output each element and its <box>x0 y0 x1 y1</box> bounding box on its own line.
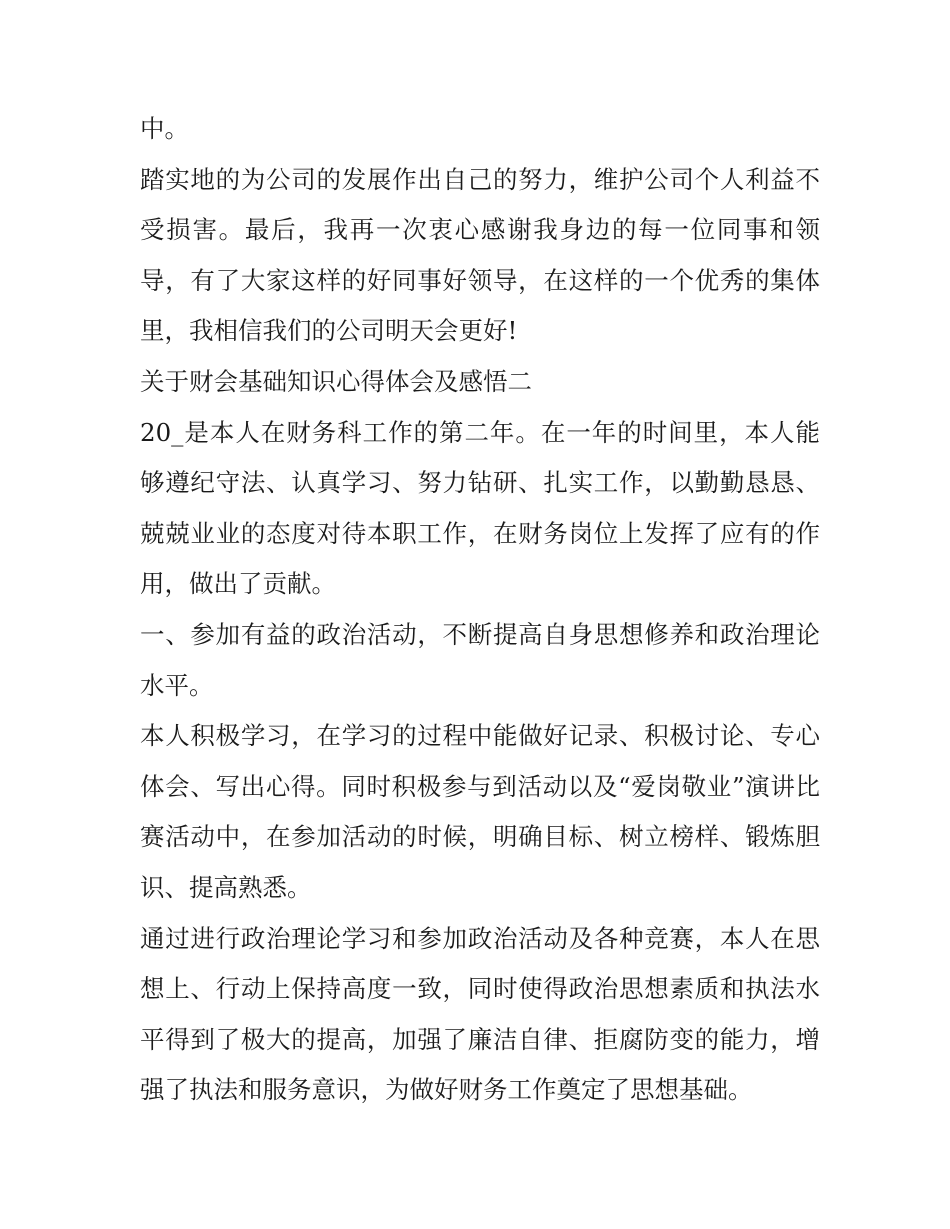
paragraph-continuation-end: 中。 <box>140 114 189 143</box>
section-title: 关于财会基础知识心得体会及感悟二 <box>140 366 532 396</box>
paragraph-intro: 20_是本人在财务科工作的第二年。在一年的时间里，本人能够遵纪守法、认真学习、努力钻研、扎实工作，以勤勤恳恳、兢兢业业的态度对待本职工作，在财务岗位上发挥了应有的作用，做出了贡献。 <box>140 417 820 599</box>
paragraph-political-theory: 通过进行政治理论学习和参加政治活动及各种竞赛，本人在思想上、行动上保持高度一致，同时使得政治思想素质和执法水平得到了极大的提高，加强了廉洁自律、拒腐防变的能力，增强了执法和服务意识，为做好财务工作奠定了思想基础。 <box>140 923 820 1105</box>
section-heading-one: 一、参加有益的政治活动，不断提高自身思想修养和政治理论水平。 <box>140 619 820 700</box>
paragraph-closing-thanks: 踏实地的为公司的发展作出自己的努力，维护公司个人利益不受损害。最后，我再一次衷心感谢我身边的每一位同事和领导，有了大家这样的好同事好领导，在这样的一个优秀的集体里，我相信我们的公司明天会更好! <box>140 164 820 346</box>
document-body <box>140 104 820 1116</box>
paragraph-study: 本人积极学习，在学习的过程中能做好记录、积极讨论、专心体会、写出心得。同时积极参与到活动以及“爱岗敬业”演讲比赛活动中，在参加活动的时候，明确目标、树立榜样、锻炼胆识、提高熟悉。 <box>140 721 820 902</box>
